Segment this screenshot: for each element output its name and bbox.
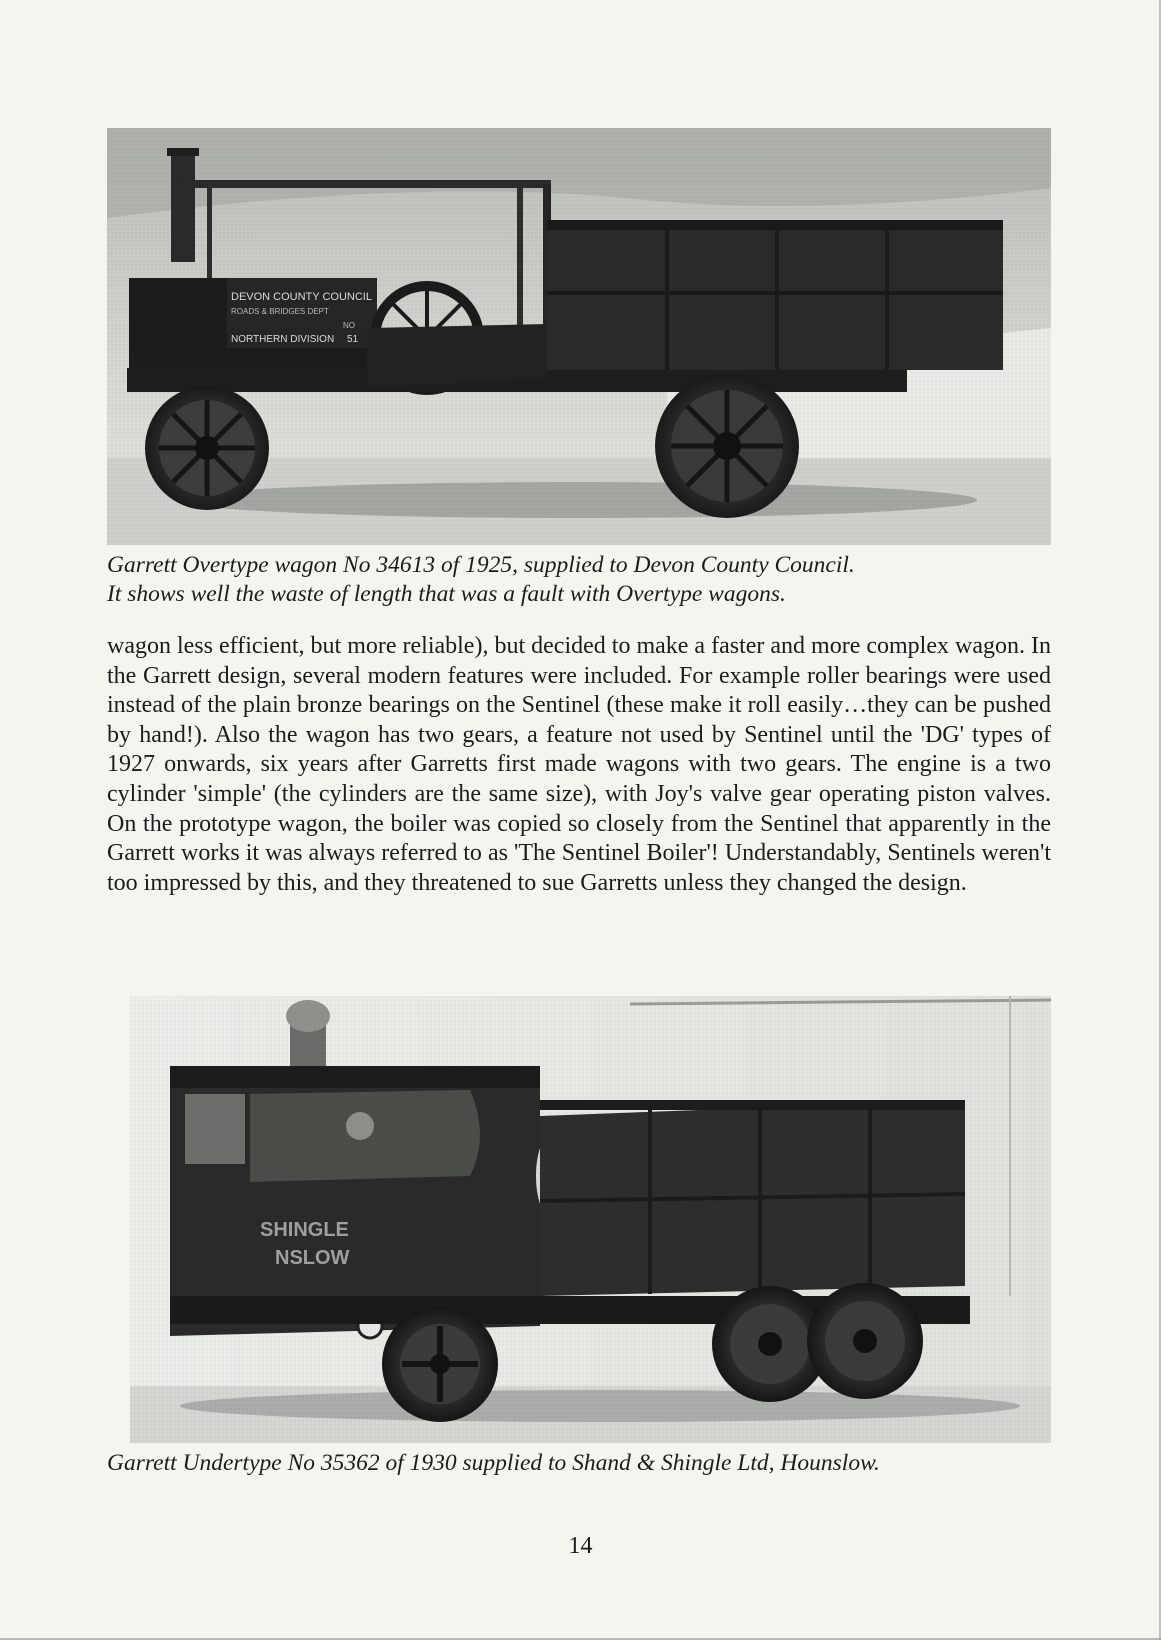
- caption-line-1: Garrett Overtype wagon No 34613 of 1925, supplied to Devon County Council.: [107, 552, 855, 578]
- page-number: 14: [568, 1533, 593, 1559]
- body-paragraph: wagon less efficient, but more reliable), but decided to make a faster and more complex wagon. In the Garrett design, several modern features were included. For example roller bearings were used instead of the plain bronze bearings on the Sentinel (these make it roll easily…they can be pushed by hand!). Also the wagon has two gears, a feature not used by Sentinel until the 'DG' types of 1927 onwards, six years after Garretts first made wagons with two gears. The engine is a two cylinder 'simple' (the cylinders are the same size), with Joy's valve gear operating piston valves. On the prototype wagon, the boiler was copied so closely from the Sentinel that apparently in the Garrett works it was always referred to as 'The Sentinel Boiler'! Understandably, Sentinels weren't too impressed by this, and they threatened to sue Garretts unless they changed the design.: [107, 633, 1051, 896]
- photo-caption-undertype: Garrett Undertype No 35362 of 1930 supplied to Shand & Shingle Ltd, Hounslow.: [107, 1450, 880, 1476]
- undertype-wagon-photo: [130, 996, 1051, 1443]
- photo-caption-overtype: [107, 551, 1051, 609]
- undertype-wagon-illustration: [130, 996, 1051, 1443]
- overtype-wagon-photo: [107, 128, 1051, 545]
- overtype-wagon-illustration: [107, 128, 1051, 545]
- caption-line-2: It shows well the waste of length that was a fault with Overtype wagons.: [107, 581, 786, 607]
